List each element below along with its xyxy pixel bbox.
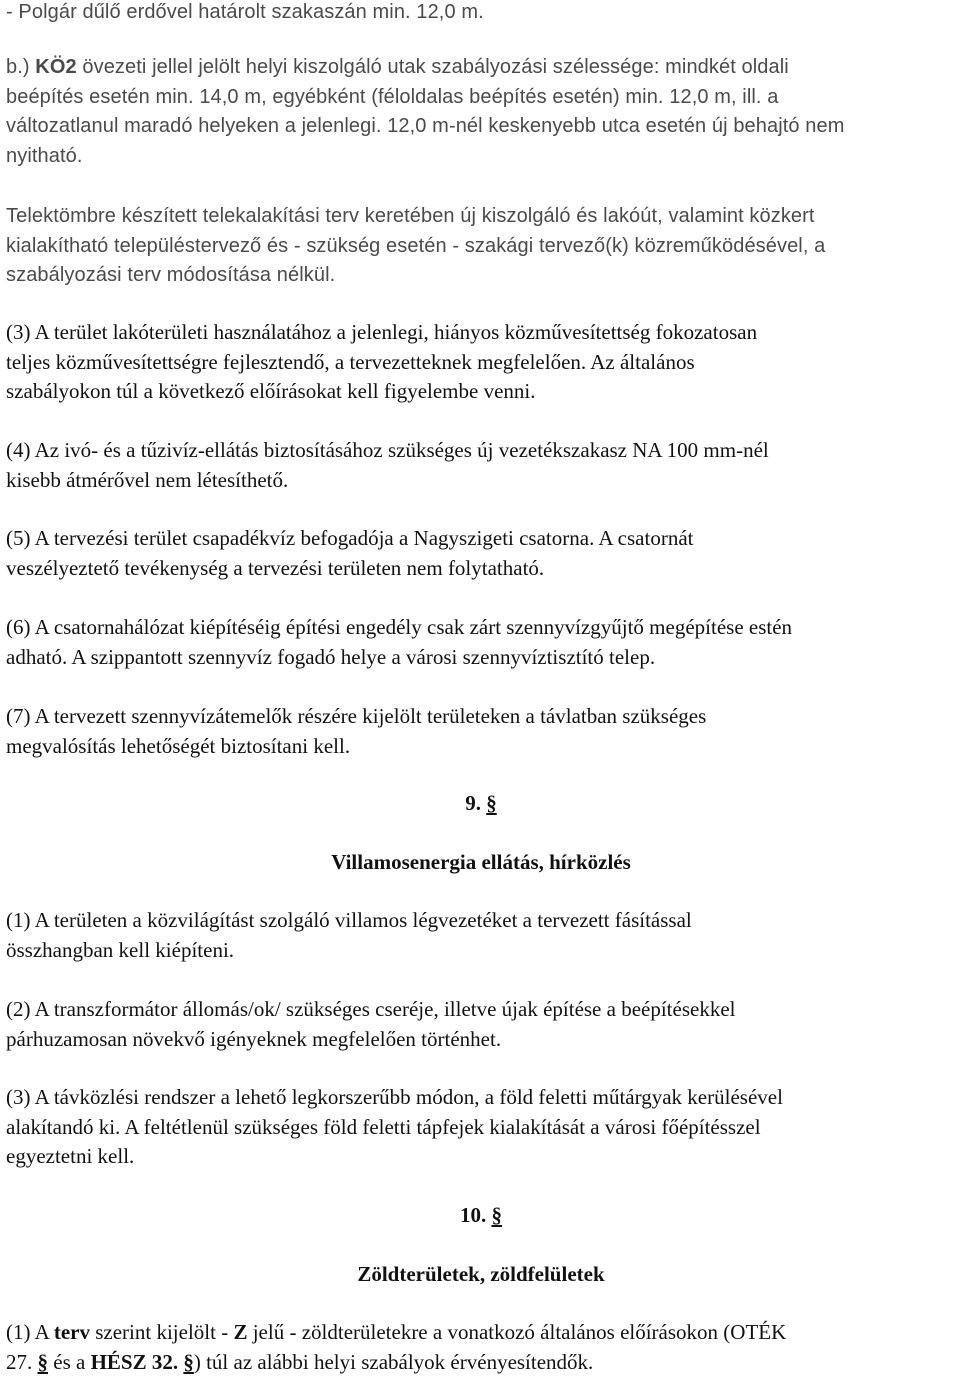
s10-b3: § — [37, 1349, 48, 1374]
section-10-paragraph-1 — [6, 1318, 956, 1377]
paragraph-4: (4) Az ivó- és a tűzivíz-ellátás biztosításához szükséges új vezetékszakasz NA 100 mm-nél kisebb átmérővel nem létesíthető. — [6, 438, 769, 492]
section-10-heading — [6, 1201, 956, 1231]
paragraph-telektombre: Telektömbre készített telekalakítási terv keretében új kiszolgáló és lakóút, valamint közkert kialakítható településtervező és - szükség esetén - szakági tervező(k) közreműködésével, a szabályozási terv módosítása nélkül. — [6, 205, 826, 286]
section-9-number: 9. — [465, 791, 481, 815]
paragraph-5: (5) A tervezési terület csapadékvíz befogadója a Nagyszigeti csatorna. A csatornát veszélyeztető tevékenység a tervezési területen nem folytatható. — [6, 526, 694, 580]
paragraph-3: (3) A terület lakóterületi használatához a jelenlegi, hiányos közművesítettség fokozatosan teljes közművesítettségre fejlesztendő, a tervezetteknek megfelelően. Az általános szabályokon túl a következő előírásokat kell figyelembe venni. — [6, 320, 758, 403]
para-b-rest: övezeti jellel jelölt helyi kiszolgáló utak szabályozási szélessége: mindkét oldali beépítés esetén min. 14,0 m, egyébként (féloldalas beépítés esetén) min. 12,0 m, ill. a változatlanul maradó helyeken a jelenlegi. 12,0 m-nél keskenyebb utca esetén új behajtó nem nyitható. — [6, 56, 845, 167]
section-symbol: § — [486, 791, 497, 815]
paragraph-polgar: - Polgár dűlő erdővel határolt szakaszán min. 12,0 m. — [6, 1, 484, 23]
section-10-title: Zöldterületek, zöldfelületek — [357, 1262, 605, 1286]
paragraph-7: (7) A tervezett szennyvízátemelők részére kijelölt területeken a távlatban szükséges megvalósítás lehetőségét biztosítani kell. — [6, 704, 707, 758]
s10-t3: jelű - zöldterületekre a vonatkozó általános előírásokon (OTÉK 27. — [6, 1320, 787, 1374]
paragraph-6: (6) A csatornahálózat kiépítéséig építési engedély csak zárt szennyvízgyűjtő megépítése estén adható. A szippantott szennyvíz fogadó helye a városi szennyvíztisztító telep. — [6, 615, 793, 669]
section-9-paragraph-1: (1) A területen a közvilágítást szolgáló villamos légvezetéket a tervezett fásítással összhangban kell kiépíteni. — [6, 908, 692, 962]
section-9-paragraph-2: (2) A transzformátor állomás/ok/ szükséges cseréje, illetve újak építése a beépítésekkel párhuzamosan növekvő igényeknek megfelelően történhet. — [6, 997, 736, 1051]
s10-t6: ) túl az alábbi helyi szabályok érvényesítendők. — [193, 1349, 594, 1374]
section-symbol: § — [491, 1203, 502, 1227]
para-b-code: KÖ2 — [35, 56, 77, 78]
s10-b5: § — [183, 1349, 194, 1374]
section-9-paragraph-3: (3) A távközlési rendszer a lehető legkorszerűbb módon, a föld feletti műtárgyak kerülésével alakítandó ki. A feltétlenül szükséges föld feletti tápfejek kialakítását a városi főépítésszel egyeztetni kell. — [6, 1085, 783, 1168]
paragraph-b — [6, 53, 956, 171]
s10-b2: Z — [233, 1320, 248, 1344]
s10-b1: terv — [53, 1320, 90, 1344]
s10-t4: és a — [48, 1349, 91, 1374]
section-9-title: Villamosenergia ellátás, hírközlés — [331, 850, 631, 874]
s10-b4: HÉSZ 32. — [90, 1349, 179, 1374]
para-b-prefix: b.) — [6, 56, 36, 78]
section-9-heading — [6, 789, 956, 819]
s10-t1: (1) A — [6, 1320, 54, 1344]
s10-t2: szerint kijelölt - — [89, 1320, 234, 1344]
section-10-number: 10. — [460, 1203, 487, 1227]
